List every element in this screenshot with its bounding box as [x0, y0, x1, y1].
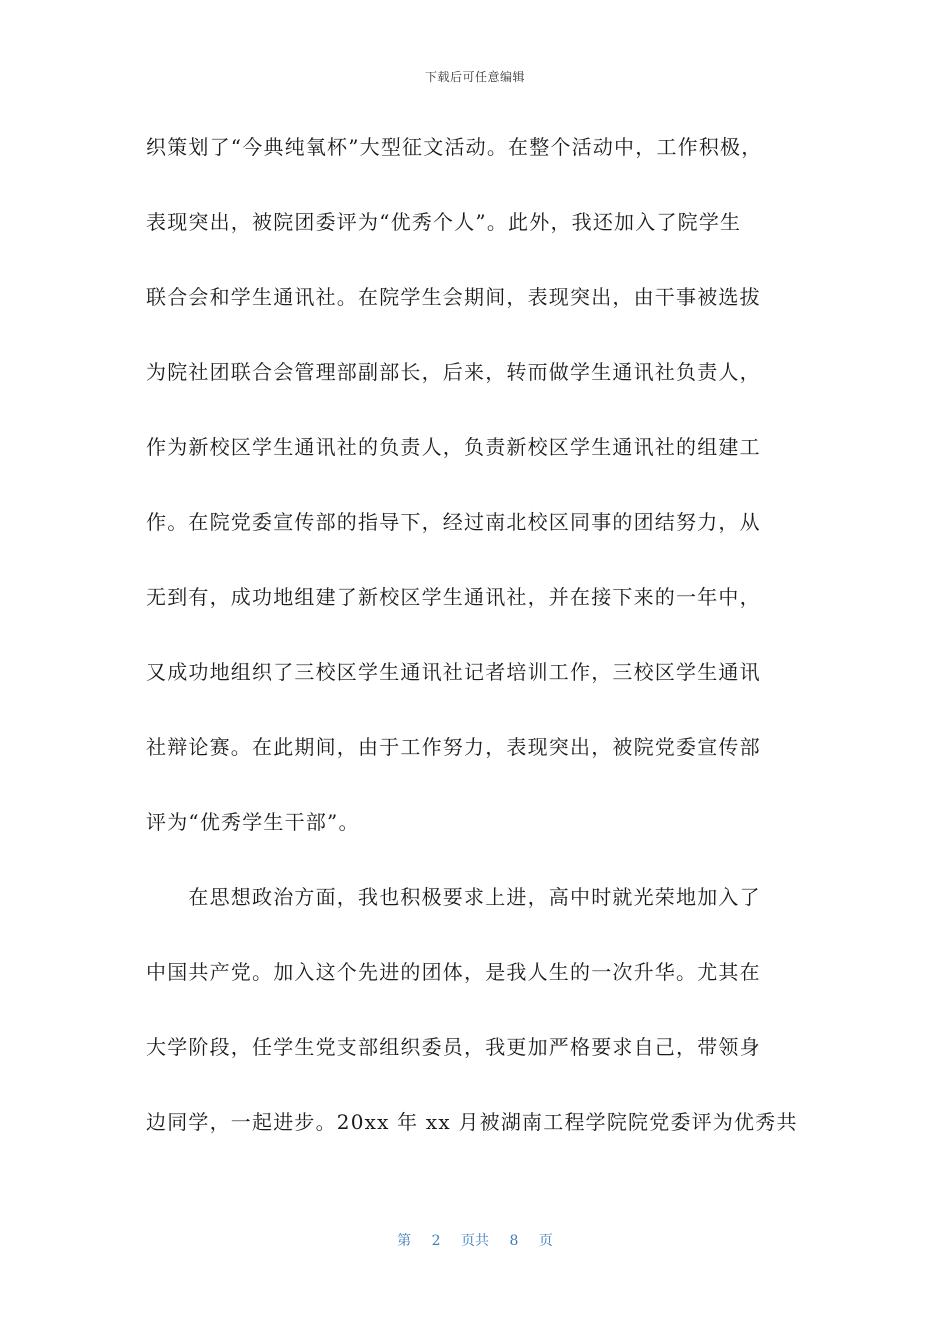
page-header: 下载后可任意编辑: [424, 70, 525, 84]
footer-total-pages: 8: [509, 1233, 519, 1249]
text-line: 无到有，成功地组建了新校区学生通讯社，并在接下来的一年中，: [146, 585, 761, 609]
text-line: 联合会和学生通讯社。在院学生会期间，表现突出，由干事被选拔: [146, 285, 761, 309]
text-line: 表现突出，被院团委评为“优秀个人”。此外，我还加入了院学生: [146, 210, 742, 234]
document-body: [146, 126, 810, 1176]
text-line: 社辩论赛。在此期间，由于工作努力，表现突出，被院党委宣传部: [146, 735, 761, 759]
text-line: 为院社团联合会管理部副部长，后来，转而做学生通讯社负责人，: [146, 360, 761, 384]
page-footer: [0, 1230, 950, 1250]
footer-current-page: 2: [431, 1233, 441, 1249]
text-line: 作。在院党委宣传部的指导下，经过南北校区同事的团结努力，从: [146, 510, 761, 534]
footer-label-of: 页共: [461, 1233, 489, 1249]
footer-label-page: 第: [397, 1233, 412, 1249]
text-line: 织策划了“今典纯氧杯”大型征文活动。在整个活动中，工作积极，: [146, 135, 763, 159]
text-line: 大学阶段，任学生党支部组织委员，我更加严格要求自己，带领身: [146, 1035, 761, 1059]
text-line: 中国共产党。加入这个先进的团体，是我人生的一次升华。尤其在: [146, 960, 761, 984]
text-line: 又成功地组织了三校区学生通讯社记者培训工作，三校区学生通讯: [146, 660, 761, 684]
text-line: 作为新校区学生通讯社的负责人，负责新校区学生通讯社的组建工: [146, 435, 761, 459]
text-line: 评为“优秀学生干部”。: [146, 810, 360, 834]
text-line: 在思想政治方面，我也积极要求上进，高中时就光荣地加入了: [146, 885, 761, 909]
text-line: 边同学，一起进步。20xx 年 xx 月被湖南工程学院院党委评为优秀共: [146, 1110, 798, 1134]
footer-label-end: 页: [538, 1233, 553, 1249]
